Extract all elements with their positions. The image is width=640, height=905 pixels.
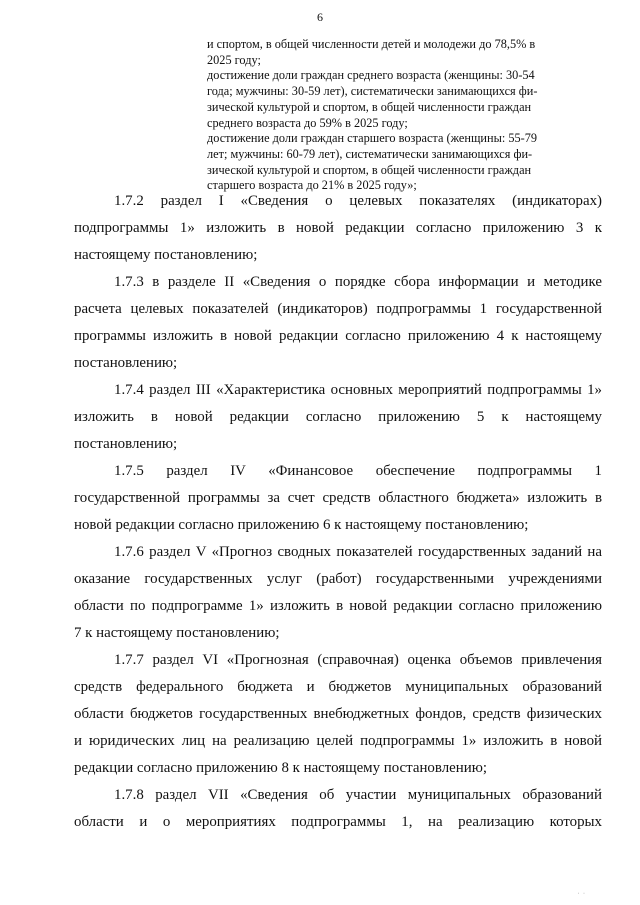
paragraph-line: области по подпрограмме 1» изложить в новой редакции согласно приложению (74, 598, 602, 614)
paragraph-line: 1.7.8 раздел VII «Сведения об участии муниципальных образований (114, 787, 602, 803)
paragraph-1-7-6 (74, 539, 602, 647)
paragraph-line: средств федерального бюджета и бюджетов муниципальных образований (74, 679, 602, 695)
paragraph-line: 1.7.5 раздел IV «Финансовое обеспечение подпрограммы 1 (114, 463, 602, 479)
paragraph-line: 1.7.2 раздел I «Сведения о целевых показателях (индикаторах) (114, 193, 602, 209)
paragraph-line: 1.7.4 раздел III «Характеристика основных мероприятий подпрограммы 1» (114, 382, 602, 398)
document-body (74, 188, 602, 836)
paragraph-line: государственной программы за счет средств областного бюджета» изложить в (74, 490, 602, 506)
paragraph-1-7-3 (74, 269, 602, 377)
paragraph-line: области бюджетов государственных внебюджетных фондов, средств физических (74, 706, 602, 722)
quote-line: старшего возраста до 21% в 2025 году»; (207, 178, 417, 193)
paragraph-line: постановлению; (74, 436, 178, 452)
paragraph-line: 1.7.6 раздел V «Прогноз сводных показателей государственных заданий на (114, 544, 602, 560)
paragraph-line: новой редакции согласно приложению 6 к настоящему постановлению; (74, 517, 529, 533)
quoted-text-block (207, 37, 559, 194)
paragraph-1-7-4 (74, 377, 602, 458)
paragraph-1-7-7 (74, 647, 602, 782)
page-number: 6 (317, 10, 323, 24)
paragraph-line: настоящему постановлению; (74, 247, 258, 263)
paragraph-line: области и о мероприятиях подпрограммы 1, на реализацию которых (74, 814, 602, 830)
paragraph-line: подпрограммы 1» изложить в новой редакции согласно приложению 3 к (74, 220, 602, 236)
paragraph-1-7-8 (74, 782, 602, 836)
quote-line: года; мужчины: 30-59 лет), систематически занимающихся фи- (207, 84, 538, 99)
quote-line: лет; мужчины: 60-79 лет), систематически занимающихся фи- (207, 146, 533, 161)
scan-artifact-mark: · · (577, 891, 586, 897)
quote-line: зической культурой и спортом, в общей численности граждан (207, 162, 532, 177)
paragraph-line: и юридических лиц на реализацию целей подпрограммы 1» изложить в новой (74, 733, 602, 749)
paragraph-1-7-2 (74, 188, 602, 269)
quote-line: достижение доли граждан старшего возраста (женщины: 55-79 (207, 131, 538, 146)
paragraph-1-7-5 (74, 458, 602, 539)
paragraph-line: 1.7.7 раздел VI «Прогнозная (справочная) оценка объемов привлечения (114, 652, 602, 668)
paragraph-line: расчета целевых показателей (индикаторов) подпрограммы 1 государственной (74, 301, 602, 317)
paragraph-line: 1.7.3 в разделе II «Сведения о порядке сбора информации и методике (114, 274, 602, 290)
paragraph-line: программы изложить в новой редакции согласно приложению 4 к настоящему (74, 328, 602, 344)
paragraph-line: редакции согласно приложению 8 к настоящему постановлению; (74, 760, 487, 776)
quote-line: 2025 году; (207, 52, 261, 67)
paragraph-line: 7 к настоящему постановлению; (74, 625, 280, 641)
paragraph-line: оказание государственных услуг (работ) государственными учреждениями (74, 571, 602, 587)
quote-line: и спортом, в общей численности детей и молодежи до 78,5% в (207, 37, 536, 51)
quote-line: достижение доли граждан среднего возраста (женщины: 30-54 (207, 68, 535, 83)
paragraph-line: изложить в новой редакции согласно приложению 5 к настоящему (74, 409, 602, 425)
quote-line: среднего возраста до 59% в 2025 году; (207, 115, 408, 130)
quote-line: зической культурой и спортом, в общей численности граждан (207, 99, 532, 114)
paragraph-line: постановлению; (74, 355, 178, 371)
